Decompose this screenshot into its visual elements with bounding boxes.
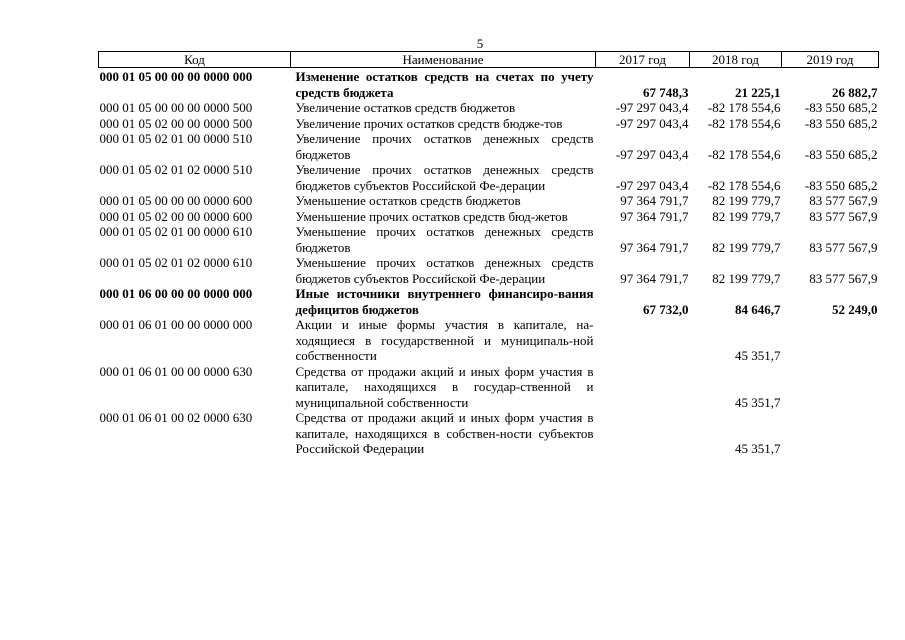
value-2019-cell: 83 577 567,9	[809, 270, 878, 286]
value-2018-cell: -82 178 554,6	[707, 146, 781, 162]
value-2018-cell: -82 178 554,6	[707, 100, 781, 115]
code-cell: 000 01 05 02 01 00 0000 610	[99, 224, 253, 239]
table-row	[99, 162, 879, 193]
name-cell: Средства от продажи акций и иных форм участия в капитале, находящихся в собствен-ности субъектов Российской Федерации	[295, 410, 594, 456]
value-2017-cell: 97 364 791,7	[620, 239, 689, 255]
name-cell: Уменьшение прочих остатков денежных средств бюджетов субъектов Российской Фе-дерации	[295, 255, 594, 286]
value-2019-cell: -83 550 685,2	[804, 177, 878, 193]
value-2019-cell: 83 577 567,9	[809, 208, 878, 224]
table-row	[99, 209, 879, 225]
value-2018-cell: -82 178 554,6	[707, 115, 781, 131]
table-row	[99, 410, 879, 457]
value-2017-cell: -97 297 043,4	[615, 115, 689, 131]
value-2019-cell: -83 550 685,2	[804, 115, 878, 131]
table-row	[99, 193, 879, 209]
name-cell: Средства от продажи акций и иных форм участия в капитале, находящихся в государ-ственной и муниципальной собственности	[295, 363, 594, 410]
value-2019-cell: 83 577 567,9	[809, 239, 878, 255]
name-cell: Уменьшение прочих остатков средств бюд-жетов	[295, 208, 568, 224]
financing-sources-table	[98, 51, 879, 457]
code-cell: 000 01 06 01 00 00 0000 000	[99, 317, 253, 332]
table-row	[99, 224, 879, 255]
value-2017-cell: 97 364 791,7	[620, 270, 689, 286]
value-2017-cell	[596, 410, 690, 457]
value-2017-cell: 97 364 791,7	[620, 208, 689, 224]
code-cell: 000 01 05 00 00 00 0000 600	[99, 193, 253, 208]
value-2018-cell: 45 351,7	[735, 441, 781, 456]
page-number: 5	[476, 36, 484, 51]
code-cell: 000 01 06 00 00 00 0000 000	[99, 286, 253, 301]
table-row	[99, 100, 879, 116]
value-2018-cell: 82 199 779,7	[712, 270, 781, 286]
name-cell: Уменьшение прочих остатков денежных средств бюджетов	[295, 224, 594, 255]
value-2018-cell: 82 199 779,7	[712, 239, 781, 255]
value-2017-cell	[596, 364, 690, 411]
value-2019-cell: -83 550 685,2	[804, 100, 878, 115]
table-row	[99, 317, 879, 364]
name-cell: Изменение остатков средств на счетах по учету средств бюджета	[295, 69, 594, 100]
code-cell: 000 01 05 02 01 02 0000 510	[99, 162, 253, 177]
header-2017: 2017 год	[596, 52, 690, 68]
table-row	[99, 255, 879, 286]
value-2019-cell	[782, 317, 879, 364]
value-2017-cell	[596, 317, 690, 364]
code-cell: 000 01 06 01 00 02 0000 630	[99, 410, 253, 425]
code-cell: 000 01 05 02 00 00 0000 500	[99, 115, 253, 131]
value-2018-cell: 82 199 779,7	[712, 193, 781, 208]
value-2019-cell: 52 249,0	[832, 301, 878, 317]
value-2018-cell: 45 351,7	[735, 348, 781, 363]
name-cell: Увеличение прочих остатков средств бюдже-тов	[295, 115, 563, 131]
value-2018-cell: 84 646,7	[735, 301, 781, 317]
table-row	[99, 116, 879, 132]
table-row	[99, 68, 879, 101]
name-cell: Увеличение прочих остатков денежных средств бюджетов	[295, 131, 594, 162]
header-2018: 2018 год	[690, 52, 782, 68]
name-cell: Увеличение остатков средств бюджетов	[295, 100, 516, 115]
name-cell: Иные источники внутреннего финансиро-вания дефицитов бюджетов	[295, 286, 594, 317]
value-2019-cell: 26 882,7	[832, 84, 878, 100]
name-cell: Увеличение прочих остатков денежных средств бюджетов субъектов Российской Фе-дерации	[295, 162, 594, 193]
table-row	[99, 286, 879, 317]
value-2018-cell: 21 225,1	[735, 84, 781, 100]
value-2017-cell: -97 297 043,4	[615, 177, 689, 193]
table-header	[99, 52, 879, 68]
value-2019-cell	[782, 410, 879, 457]
name-cell: Акции и иные формы участия в капитале, на-ходящиеся в государственной и муниципаль-ной собственности	[295, 317, 594, 363]
value-2019-cell: -83 550 685,2	[804, 146, 878, 162]
code-cell: 000 01 06 01 00 00 0000 630	[99, 363, 253, 379]
code-cell: 000 01 05 02 00 00 0000 600	[99, 208, 253, 224]
table-body	[99, 68, 879, 457]
value-2017-cell: -97 297 043,4	[615, 146, 689, 162]
name-cell: Уменьшение остатков средств бюджетов	[295, 193, 521, 208]
header-code: Код	[99, 52, 291, 68]
value-2018-cell: 45 351,7	[735, 394, 781, 410]
value-2017-cell: 67 732,0	[643, 301, 689, 317]
value-2017-cell: 67 748,3	[643, 84, 689, 100]
header-2019: 2019 год	[782, 52, 879, 68]
value-2017-cell: 97 364 791,7	[620, 193, 689, 208]
value-2019-cell	[782, 364, 879, 411]
table-row	[99, 364, 879, 411]
value-2017-cell: -97 297 043,4	[615, 100, 689, 115]
value-2019-cell: 83 577 567,9	[809, 193, 878, 208]
code-cell: 000 01 05 00 00 00 0000 500	[99, 100, 253, 115]
code-cell: 000 01 05 00 00 00 0000 000	[99, 69, 253, 84]
code-cell: 000 01 05 02 01 00 0000 510	[99, 131, 253, 146]
value-2018-cell: -82 178 554,6	[707, 177, 781, 193]
value-2018-cell: 82 199 779,7	[712, 208, 781, 224]
header-name: Наименование	[291, 52, 596, 68]
code-cell: 000 01 05 02 01 02 0000 610	[99, 255, 253, 270]
table-row	[99, 131, 879, 162]
